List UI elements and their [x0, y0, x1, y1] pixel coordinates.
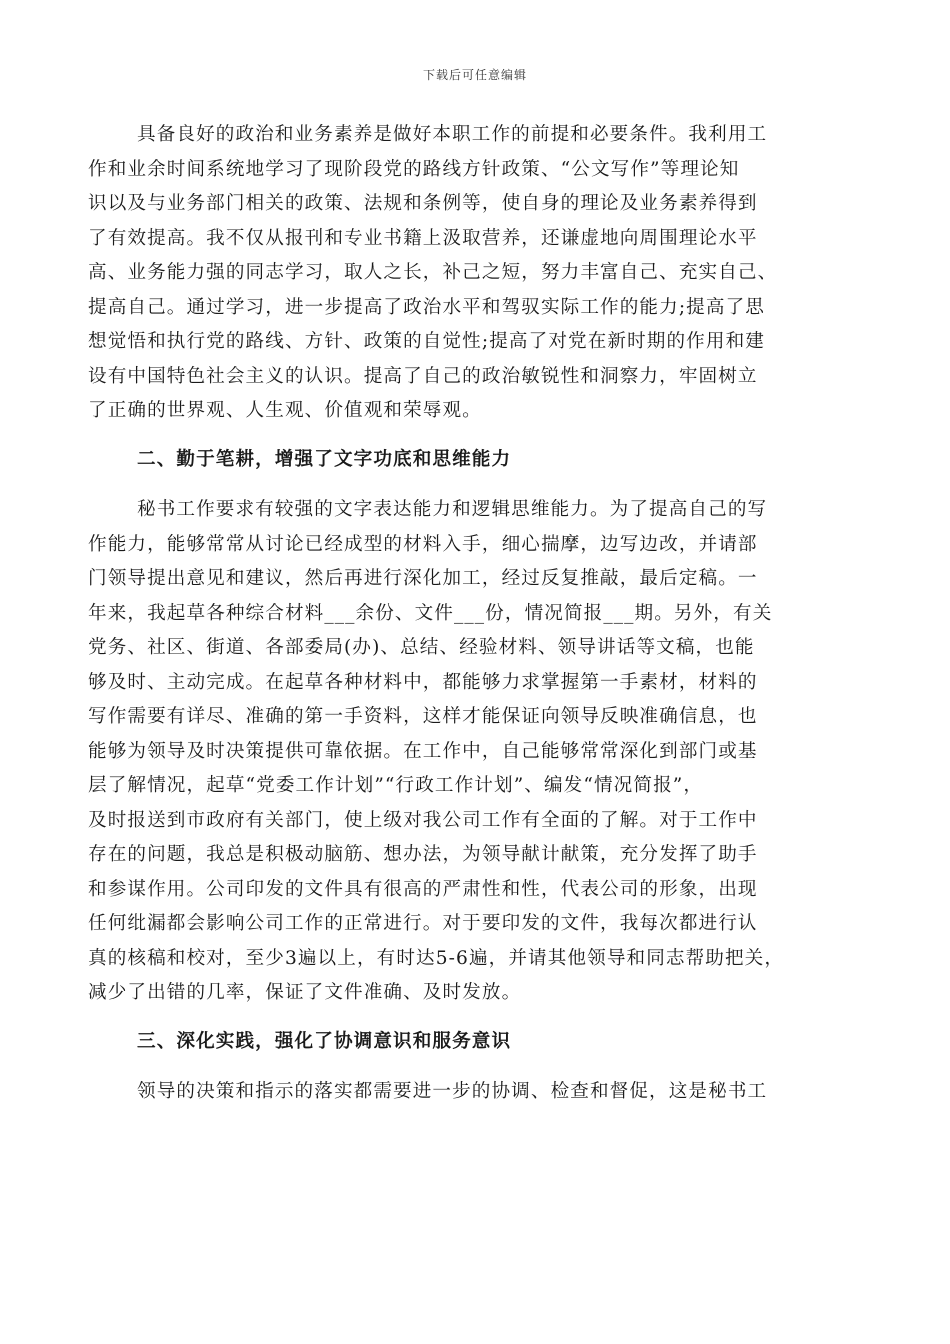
section-heading-writing: 二、勤于笔耕，增强了文字功底和思维能力	[137, 448, 512, 470]
paragraph-line: 和参谋作用。公司印发的文件具有很高的严肃性和性，代表公司的形象，出现	[88, 878, 758, 900]
paragraph-line: 提高自己。通过学习，进一步提高了政治水平和驾驭实际工作的能力;提高了思	[88, 296, 765, 318]
paragraph-line: 领导的决策和指示的落实都需要进一步的协调、检查和督促，这是秘书工	[137, 1081, 768, 1102]
paragraph-line: 门领导提出意见和建议，然后再进行深化加工，经过反复推敲，最后定稿。一	[88, 568, 758, 589]
paragraph-line: 作能力，能够常常从讨论已经成型的材料入手，细心揣摩，边写边改，并请部	[88, 533, 758, 555]
paragraph-line: 党务、社区、街道、各部委局(办)、总结、经验材料、领导讲话等文稿，也能	[88, 637, 755, 658]
paragraph-line: 具备良好的政治和业务素养是做好本职工作的前提和必要条件。我利用工	[137, 124, 768, 145]
paragraph-line: 年来，我起草各种综合材料___余份、文件___份，情况简报___期。另外，有关	[88, 602, 773, 624]
paragraph-study	[88, 118, 878, 429]
paragraph-line: 了有效提高。我不仅从报刊和专业书籍上汲取营养，还谦虚地向周围理论水平	[88, 227, 758, 249]
paragraph-line: 设有中国特色社会主义的认识。提高了自己的政治敏锐性和洞察力，牢固树立	[88, 365, 758, 387]
paragraph-line: 想觉悟和执行党的路线、方针、政策的自觉性;提高了对党在新时期的作用和建	[88, 331, 765, 352]
paragraph-line: 减少了出错的几率，保证了文件准确、及时发放。	[88, 982, 522, 1003]
paragraph-line: 秘书工作要求有较强的文字表达能力和逻辑思维能力。为了提高自己的写	[137, 499, 768, 520]
paragraph-line: 能够为领导及时决策提供可靠依据。在工作中，自己能够常常深化到部门或基	[88, 740, 758, 762]
paragraph-line: 作和业余时间系统地学习了现阶段党的路线方针政策、“公文写作”等理论知	[88, 158, 740, 180]
paragraph-line: 写作需要有详尽、准确的第一手资料，这样才能保证向领导反映准确信息，也	[88, 706, 758, 727]
paragraph-line: 及时报送到市政府有关部门，使上级对我公司工作有全面的了解。对于工作中	[88, 809, 758, 831]
paragraph-line: 存在的问题，我总是积极动脑筋、想办法，为领导献计献策，充分发挥了助手	[88, 844, 758, 865]
paragraph-line: 任何纰漏都会影响公司工作的正常进行。对于要印发的文件，我每次都进行认	[88, 913, 758, 934]
document-body	[88, 118, 878, 1110]
paragraph-line: 高、业务能力强的同志学习，取人之长，补己之短，努力丰富自己、充实自己、	[88, 262, 778, 283]
section-heading-practice: 三、深化实践，强化了协调意识和服务意识	[137, 1030, 512, 1052]
page-header-note: 下载后可任意编辑	[422, 68, 527, 82]
paragraph-practice	[88, 1075, 878, 1110]
paragraph-line: 了正确的世界观、人生观、价值观和荣辱观。	[88, 400, 482, 421]
paragraph-line: 识以及与业务部门相关的政策、法规和条例等，使自身的理论及业务素养得到	[88, 193, 758, 214]
paragraph-line: 真的核稿和校对，至少3遍以上，有时达5-6遍，并请其他领导和同志帮助把关，	[88, 947, 785, 969]
paragraph-writing	[88, 493, 878, 1011]
paragraph-line: 层了解情况，起草“党委工作计划”“行政工作计划”、编发“情况简报”，	[88, 775, 704, 796]
paragraph-line: 够及时、主动完成。在起草各种材料中，都能够力求掌握第一手素材，材料的	[88, 671, 758, 693]
